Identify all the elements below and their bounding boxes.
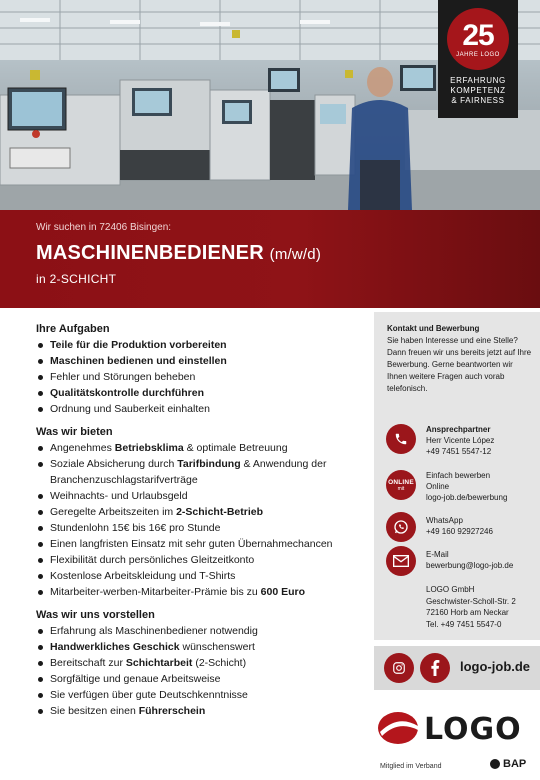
list-item <box>36 440 366 456</box>
instagram-icon[interactable] <box>384 653 414 683</box>
list-item <box>36 488 366 504</box>
job-title <box>36 242 321 265</box>
job-title-suffix: (m/w/d) <box>269 246 322 263</box>
list-item-text: Fehler und Störungen beheben <box>50 371 196 383</box>
list-item <box>36 687 366 703</box>
list-item-text: Führerschein <box>138 705 206 717</box>
contact-whatsapp-number[interactable]: +49 160 92927246 <box>426 527 493 536</box>
contact-person-name: Herr Vicente López <box>426 436 495 445</box>
contact-heading: Kontakt und Bewerbung <box>387 324 480 333</box>
tasks-list <box>36 337 366 417</box>
badge-claim <box>450 76 506 106</box>
list-item-text: Betriebsklima <box>114 442 184 454</box>
list-item-text: Sorgfältige und genaue Arbeitsweise <box>50 673 221 685</box>
list-item-text: Geregelte Arbeitszeiten im <box>50 506 177 518</box>
online-badge-label: ONLINE <box>388 478 414 486</box>
list-item-text: Tarifbindung <box>177 458 241 470</box>
contact-text: Sie haben Interesse und eine Stelle? Dann freuen wir uns bereits jetzt auf Ihre Bewerbung. Gerne beantworten wir Ihnen weitere Fragen auch vorab telefonisch. <box>387 336 532 393</box>
logo-swoosh-icon <box>376 708 420 748</box>
list-item <box>36 337 366 353</box>
bap-dot-icon <box>490 759 500 769</box>
list-item <box>36 353 366 369</box>
badge-line: & FAIRNESS <box>451 96 505 105</box>
list-item-text: Schichtarbeit <box>125 657 193 669</box>
list-item <box>36 703 366 719</box>
list-item-text: Einen langfristen Einsatz mit sehr guten Übernahmechancen <box>50 538 333 550</box>
contact-person-text <box>426 424 538 457</box>
email-icon <box>386 546 416 576</box>
list-item-text: Mitarbeiter-werben-Mitarbeiter-Prämie bis zu <box>50 586 261 598</box>
membership-note: Mitglied im Verband <box>380 763 442 770</box>
company-city: 72160 Horb am Neckar <box>426 608 509 617</box>
list-item <box>36 552 366 568</box>
contact-online-label2: Online <box>426 482 450 491</box>
list-item-text: Weihnachts- und Urlaubsgeld <box>50 490 188 502</box>
company-logo <box>376 708 536 748</box>
website-link[interactable]: logo-job.de <box>460 659 531 674</box>
bap-logo <box>490 758 526 770</box>
whatsapp-icon <box>386 512 416 542</box>
list-item <box>36 584 366 600</box>
list-item <box>36 623 366 639</box>
list-item-text: Maschinen bedienen und einstellen <box>50 355 227 367</box>
list-item-text: wünschenswert <box>179 641 255 653</box>
company-address <box>426 584 536 630</box>
list-item-text: Qualitätskontrolle durchführen <box>50 387 205 399</box>
anniversary-seal <box>447 8 509 70</box>
list-item <box>36 504 366 520</box>
contact-online-label: Einfach bewerben <box>426 471 491 480</box>
contact-email-text <box>426 549 538 571</box>
offer-list <box>36 440 366 600</box>
list-item-text: Soziale Absicherung durch <box>50 458 178 470</box>
contact-email-label: E-Mail <box>426 550 449 559</box>
list-item-text: Erfahrung als Maschinenbediener notwendig <box>50 625 258 637</box>
bap-text: BAP <box>503 758 527 770</box>
list-item <box>36 369 366 385</box>
list-item-text: 2-Schicht-Betrieb <box>176 506 263 518</box>
list-item-text: Angenehmes <box>50 442 115 454</box>
list-item-text: Sie besitzen einen <box>50 705 139 717</box>
list-item-text: Bereitschaft zur <box>50 657 126 669</box>
offer-heading: Was wir bieten <box>36 426 113 438</box>
contact-online-text <box>426 470 538 503</box>
list-item-text: Ordnung und Sauberkeit einhalten <box>50 403 210 415</box>
requirements-heading: Was wir uns vorstellen <box>36 609 155 621</box>
contact-online <box>386 470 538 500</box>
list-item <box>36 536 366 552</box>
job-details <box>36 322 366 727</box>
list-item-text: & optimale Betreuung <box>183 442 288 454</box>
list-item <box>36 385 366 401</box>
badge-line: ERFAHRUNG <box>450 76 506 85</box>
contact-panel <box>374 312 540 640</box>
list-item <box>36 568 366 584</box>
contact-person-label: Ansprechpartner <box>426 425 491 434</box>
anniversary-number: 25 <box>462 18 494 52</box>
list-item-text: Handwerkliches Geschick <box>50 641 180 653</box>
list-item <box>36 671 366 687</box>
list-item-text: (2-Schicht) <box>192 657 247 669</box>
hero-photo <box>0 0 540 210</box>
online-application-icon <box>386 470 416 500</box>
list-item <box>36 456 366 488</box>
list-item-text: Flexibilität durch persönliches Gleitzeitkonto <box>50 554 255 566</box>
phone-icon <box>386 424 416 454</box>
contact-online-url[interactable]: logo-job.de/bewerbung <box>426 493 508 502</box>
logo-wordmark: LOGO <box>424 712 522 747</box>
contact-whatsapp-label: WhatsApp <box>426 516 463 525</box>
requirements-list <box>36 623 366 719</box>
anniversary-badge <box>438 0 518 118</box>
list-item-text: Sie verfügen über gute Deutschkenntnisse <box>50 689 248 701</box>
contact-person-phone[interactable]: +49 7451 5547-12 <box>426 447 492 456</box>
list-item-text: Kostenlose Arbeitskleidung und T-Shirts <box>50 570 236 582</box>
contact-whatsapp-text <box>426 515 538 537</box>
list-item <box>36 655 366 671</box>
list-item <box>36 639 366 655</box>
company-phone[interactable]: Tel. +49 7451 5547-0 <box>426 619 502 629</box>
facebook-icon[interactable] <box>420 653 450 683</box>
contact-email-address[interactable]: bewerbung@logo-job.de <box>426 561 514 570</box>
badge-line: KOMPETENZ <box>450 86 506 95</box>
job-title-text: MASCHINENBEDIENER <box>36 242 264 264</box>
online-badge-sub: mit <box>397 485 405 492</box>
list-item-text: & Anwendung der Branchenzuschlagstarifverträge <box>50 458 327 486</box>
company-street: Geschwister-Scholl-Str. 2 <box>426 596 516 606</box>
list-item-text: 600 Euro <box>260 586 306 598</box>
social-bar <box>374 646 540 690</box>
anniversary-subtitle: JAHRE LOGO <box>456 51 500 58</box>
list-item <box>36 520 366 536</box>
company-name: LOGO GmbH <box>426 585 475 594</box>
list-item-text: Teile für die Produktion vorbereiten <box>50 339 227 351</box>
contact-intro <box>387 323 535 395</box>
tasks-heading: Ihre Aufgaben <box>36 323 110 335</box>
job-shift: in 2-SCHICHT <box>36 272 117 286</box>
job-title-band <box>0 210 540 308</box>
list-item-text: Stundenlohn 15€ bis 16€ pro Stunde <box>50 522 221 534</box>
job-location-intro: Wir suchen in 72406 Bisingen: <box>36 222 172 233</box>
list-item <box>36 401 366 417</box>
